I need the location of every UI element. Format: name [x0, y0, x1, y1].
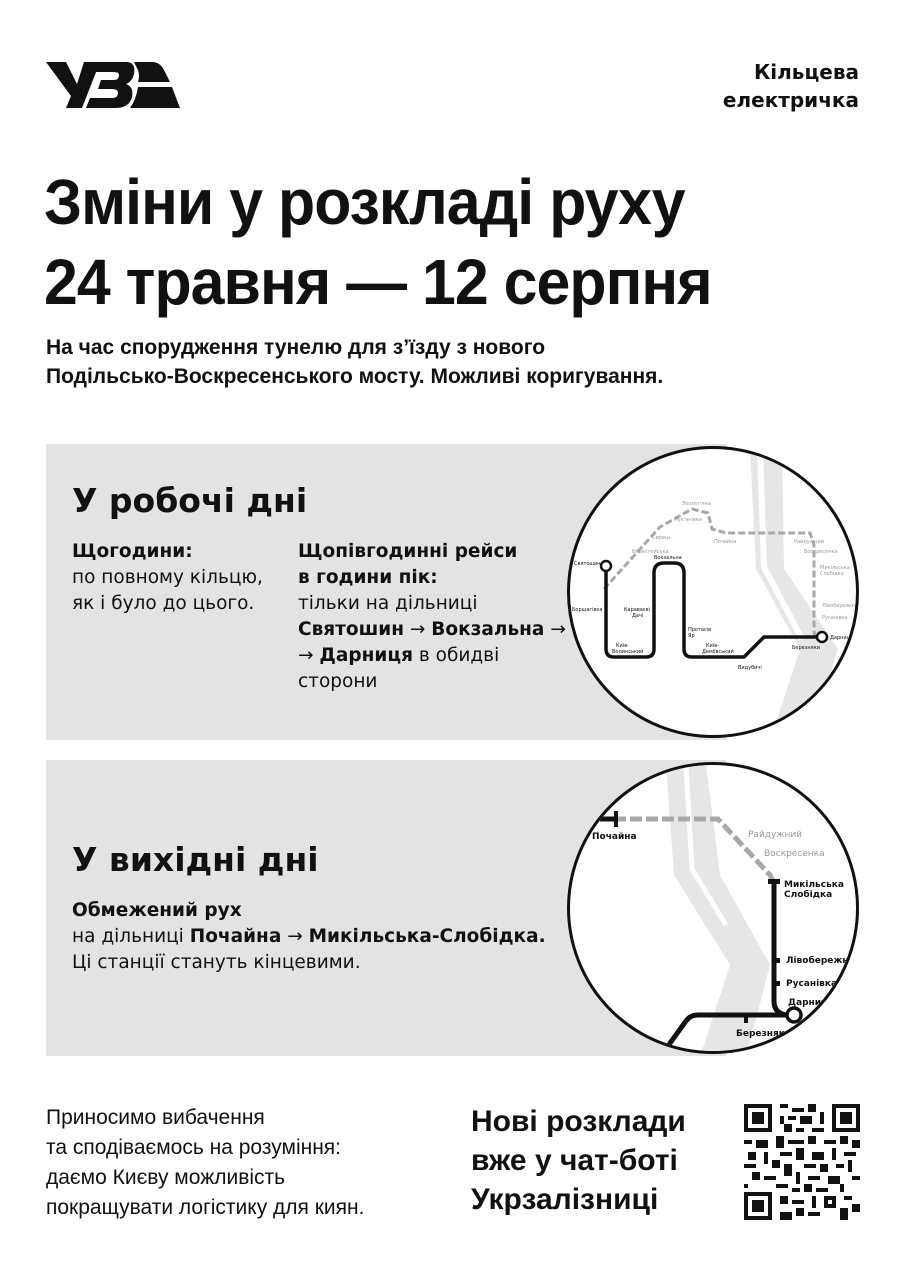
svg-text:Дарниця: Дарниця: [830, 635, 854, 641]
cta-line: Укрзалізниці: [471, 1183, 659, 1216]
svg-text:Київ-: Київ-: [616, 643, 629, 649]
svg-text:Караваєві: Караваєві: [624, 607, 650, 613]
svg-text:Русанівка: Русанівка: [786, 979, 838, 989]
subtitle: [46, 333, 663, 391]
svg-text:Русанівка: Русанівка: [822, 615, 848, 621]
page-title: [44, 162, 712, 322]
svg-text:Вокзальна: Вокзальна: [654, 555, 682, 561]
svg-text:Березняки: Березняки: [792, 645, 820, 651]
apology-line: Приносимо вибачення: [46, 1106, 265, 1129]
peak-text-tail: в обидві: [418, 645, 500, 666]
weekend-note: Ці станції стануть кінцевими.: [72, 952, 361, 973]
cta-line: Нові розклади: [471, 1105, 686, 1138]
svg-text:Яр: Яр: [688, 633, 695, 639]
weekdays-hourly: [72, 539, 263, 617]
station-pochaina: Почайна: [189, 926, 282, 947]
hourly-label: Щогодини:: [72, 541, 193, 562]
station-sviatoshyn: Святошин: [298, 619, 404, 640]
terminal-sviatoshyn: [601, 561, 611, 571]
terminal-darnytsia: [817, 632, 827, 642]
arrow-icon: →: [409, 619, 426, 640]
service-label-line1: Кільцева: [753, 60, 859, 84]
cta-line: вже у чат-боті: [471, 1144, 678, 1177]
apology-line: покращувати логістику для киян.: [46, 1196, 365, 1219]
apology-line: даємо Києву можливість: [46, 1166, 286, 1189]
arrow-icon: →: [287, 926, 303, 947]
title-line2: 24 травня — 12 серпня: [44, 246, 712, 318]
svg-text:Видубичі: Видубичі: [738, 665, 762, 671]
arrow-icon: →: [298, 645, 314, 666]
peak-text-last: сторони: [298, 671, 378, 692]
svg-text:Київ-: Київ-: [706, 643, 719, 649]
svg-text:Волинський: Волинський: [612, 649, 644, 655]
weekdays-heading: У робочі дні: [72, 481, 308, 520]
service-label-line2: електричка: [722, 88, 859, 112]
chatbot-cta: [471, 1102, 686, 1219]
svg-text:Зоологічна: Зоологічна: [682, 501, 711, 507]
weekdays-route-map: [567, 446, 859, 738]
svg-text:Слобідка: Слобідка: [784, 890, 833, 900]
svg-text:Дачі: Дачі: [632, 613, 644, 619]
svg-text:Борщагівка: Борщагівка: [572, 607, 603, 613]
station-mykilska: Микільська-Слобідка.: [308, 926, 546, 947]
svg-text:Святошин: Святошин: [574, 561, 601, 567]
subtitle-line2: Подільсько-Воскресенського мосту. Можливі коригування.: [46, 365, 664, 388]
svg-text:Райдужний: Райдужний: [794, 539, 825, 545]
subtitle-line1: На час спорудження тунелю для з’їзду з нового: [46, 336, 546, 359]
svg-text:Райдужний: Райдужний: [748, 830, 803, 840]
title-line1: Зміни у розкладі руху: [44, 166, 685, 238]
svg-text:Березняки: Березняки: [736, 1029, 792, 1039]
weekend-heading: У вихідні дні: [72, 840, 319, 879]
svg-text:Почайна: Почайна: [592, 832, 637, 842]
station-darnytsia: Дарниця: [319, 645, 413, 666]
apology-line: та сподіваємось на розуміння:: [46, 1136, 342, 1159]
svg-text:Дарниця: Дарниця: [788, 998, 834, 1008]
svg-text:Слобідка: Слобідка: [820, 571, 844, 577]
uz-logo: [46, 60, 180, 110]
svg-text:Лівобережна: Лівобережна: [822, 603, 857, 609]
apology-text: [46, 1103, 364, 1223]
station-vokzalna: Вокзальна: [431, 619, 545, 640]
svg-text:Почайна: Почайна: [714, 539, 737, 545]
weekend-prefix: на дільниці: [72, 926, 184, 947]
svg-text:Деміївський: Деміївський: [702, 649, 734, 655]
svg-text:Берестейська: Берестейська: [632, 549, 669, 555]
hourly-text-2: як і було до цього.: [72, 593, 255, 614]
svg-text:Воскресенка: Воскресенка: [764, 849, 825, 859]
service-label: [723, 58, 859, 114]
peak-text-1: тільки на дільниці: [298, 593, 478, 614]
svg-text:Микільська: Микільська: [784, 880, 844, 890]
svg-text:Воскресенка: Воскресенка: [804, 549, 838, 555]
qr-code[interactable]: [744, 1104, 860, 1220]
weekend-route-map: [567, 762, 859, 1054]
svg-text:Лук'янівка: Лук'янівка: [674, 517, 702, 523]
hourly-text-1: по повному кільцю,: [72, 567, 263, 588]
svg-text:Лівобережна: Лівобережна: [786, 956, 855, 966]
arrow-icon: →: [550, 619, 566, 640]
svg-text:Протасів: Протасів: [688, 627, 712, 633]
limited-label: Обмежений рух: [72, 900, 242, 921]
peak-label-2: в години пік:: [298, 567, 438, 588]
terminal-darnytsia: [787, 1008, 801, 1022]
svg-text:Сирець: Сирець: [652, 535, 672, 541]
weekdays-peak: [298, 539, 566, 695]
weekend-text: [72, 898, 546, 976]
svg-text:Микільська: Микільська: [820, 565, 850, 571]
peak-label-1: Щопівгодинні рейси: [298, 541, 518, 562]
